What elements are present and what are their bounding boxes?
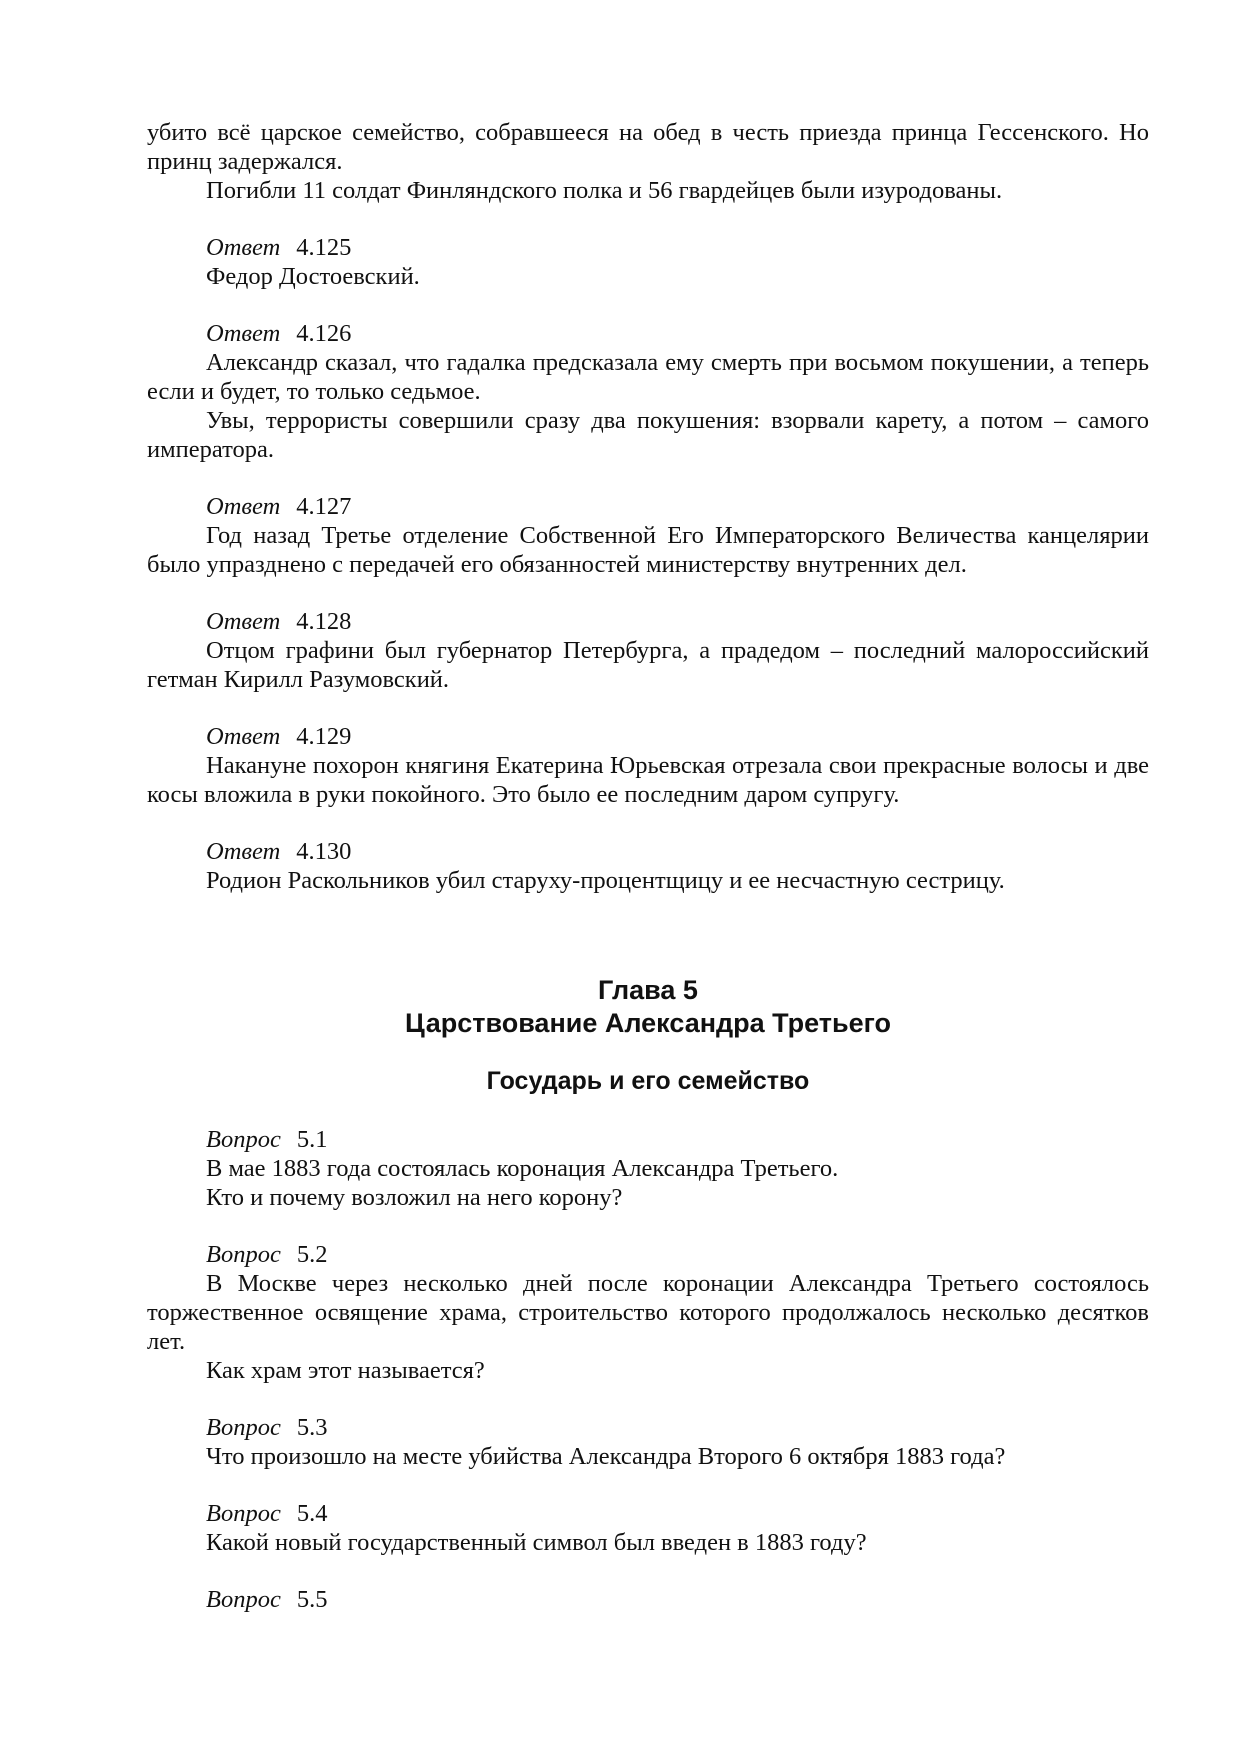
question-label [147, 1125, 1149, 1154]
answer-keyword: Ответ [206, 838, 281, 865]
question-block [147, 1125, 1149, 1212]
question-text: В мае 1883 года состоялась коронация Александра Третьего. [206, 1155, 839, 1182]
answer-number: 4.130 [296, 838, 352, 865]
answer-block [147, 233, 1149, 291]
question-text: Как храм этот называется? [206, 1357, 485, 1384]
answer-keyword: Ответ [206, 320, 281, 347]
answer-keyword: Ответ [206, 723, 281, 750]
question-keyword: Вопрос [206, 1241, 281, 1268]
answer-number: 4.129 [296, 723, 352, 750]
question-keyword: Вопрос [206, 1126, 281, 1153]
question-number: 5.5 [296, 1586, 328, 1613]
question-number: 5.4 [296, 1500, 328, 1527]
intro-paragraph: Погибли 11 солдат Финляндского полка и 56 гвардейцев были изуродованы. [206, 177, 1003, 204]
question-keyword: Вопрос [206, 1500, 281, 1527]
section-title: Государь и его семейство [486, 1067, 810, 1095]
answer-text: Федор Достоевский. [206, 263, 420, 290]
question-text: Кто и почему возложил на него корону? [206, 1184, 623, 1211]
answer-number: 4.128 [296, 608, 352, 635]
chapter-heading [147, 974, 1149, 1040]
answer-number: 4.125 [296, 234, 352, 261]
answer-text: Увы, террористы совершили сразу два покушения: взорвали карету, а потом – самого императора. [147, 407, 1149, 463]
question-keyword: Вопрос [206, 1414, 281, 1441]
answer-keyword: Ответ [206, 493, 281, 520]
answer-block [147, 722, 1149, 809]
question-text: Что произошло на месте убийства Александра Второго 6 октября 1883 года? [206, 1443, 1006, 1470]
answer-label [147, 233, 1149, 262]
answer-label [147, 492, 1149, 521]
answer-label [147, 319, 1149, 348]
question-block [147, 1585, 1149, 1614]
answer-keyword: Ответ [206, 608, 281, 635]
question-block [147, 1499, 1149, 1557]
question-label [147, 1413, 1149, 1442]
question-number: 5.2 [296, 1241, 328, 1268]
answer-text: Родион Раскольников убил старуху-процентщицу и ее несчастную сестрицу. [206, 867, 1005, 894]
chapter-number: Глава 5 [598, 975, 698, 1005]
answer-number: 4.127 [296, 493, 352, 520]
answer-label [147, 837, 1149, 866]
answer-text: Год назад Третье отделение Собственной Его Императорского Величества канцелярии было упразднено с передачей его обязанностей министерству внутренних дел. [147, 522, 1149, 578]
answer-label [147, 607, 1149, 636]
question-label [147, 1240, 1149, 1269]
answer-block [147, 837, 1149, 895]
answer-block [147, 319, 1149, 464]
answer-keyword: Ответ [206, 234, 281, 261]
question-text: Какой новый государственный символ был введен в 1883 году? [206, 1529, 867, 1556]
question-number: 5.1 [296, 1126, 328, 1153]
question-label [147, 1499, 1149, 1528]
document-page [147, 118, 1149, 1614]
question-label [147, 1585, 1149, 1614]
answer-label [147, 722, 1149, 751]
question-keyword: Вопрос [206, 1586, 281, 1613]
answer-text: Отцом графини был губернатор Петербурга, а прадедом – последний малороссийский гетман Кирилл Разумовский. [147, 637, 1149, 693]
chapter-title: Царствование Александра Третьего [404, 1008, 891, 1038]
question-block [147, 1240, 1149, 1385]
question-number: 5.3 [296, 1414, 328, 1441]
answer-block [147, 607, 1149, 694]
intro-paragraph: убито всё царское семейство, собравшееся на обед в честь приезда принца Гессенского. Но принц задержался. [147, 119, 1149, 175]
answer-block [147, 492, 1149, 579]
question-text: В Москве через несколько дней после коронации Александра Третьего состоялось торжественное освящение храма, строительство которого продолжалось несколько десятков лет. [147, 1270, 1149, 1355]
answer-text: Накануне похорон княгиня Екатерина Юрьевская отрезала свои прекрасные волосы и две косы вложила в руки покойного. Это было ее последним даром супругу. [147, 752, 1149, 808]
answer-text: Александр сказал, что гадалка предсказала ему смерть при восьмом покушении, а теперь если и будет, то только седьмое. [147, 349, 1149, 405]
question-block [147, 1413, 1149, 1471]
answer-number: 4.126 [296, 320, 352, 347]
